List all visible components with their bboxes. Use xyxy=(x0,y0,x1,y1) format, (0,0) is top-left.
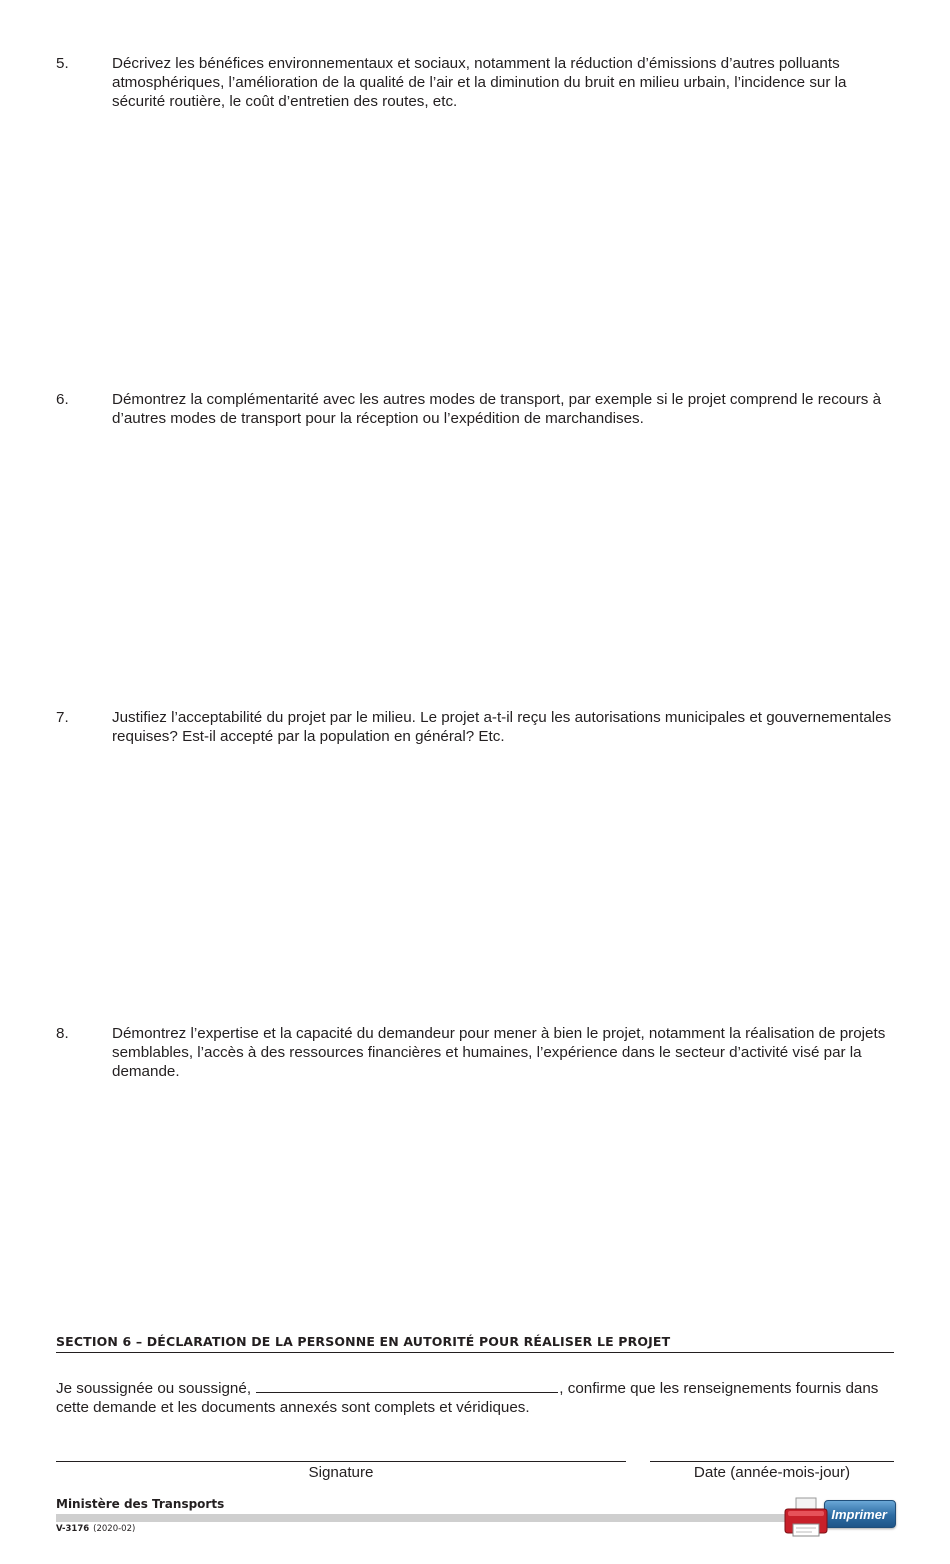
section-6-title: SECTION 6 – DÉCLARATION DE LA PERSONNE EN AUTORITÉ POUR RÉALISER LE PROJET xyxy=(56,1334,894,1353)
answer-field-6[interactable] xyxy=(112,432,892,697)
answer-field-7[interactable] xyxy=(112,750,892,1012)
question-number: 5. xyxy=(56,55,69,72)
declaration-rest: , confirme que les renseignements fournis dans cette demande et les documents annexés sont complets et véridiques. xyxy=(56,1380,879,1416)
form-code xyxy=(56,1524,135,1534)
declaration xyxy=(56,1378,896,1417)
date-field[interactable] xyxy=(650,1461,894,1462)
declaration-intro: Je soussignée ou soussigné, xyxy=(56,1380,252,1397)
date-label: Date (année-mois-jour) xyxy=(693,1464,851,1481)
ministry-name: Ministère des Transports xyxy=(56,1497,225,1511)
answer-field-5[interactable] xyxy=(112,115,892,380)
answer-field-8[interactable] xyxy=(112,1066,892,1316)
name-field[interactable] xyxy=(256,1378,558,1393)
question-text: Démontrez la complémentarité avec les autres modes de transport, par exemple si le projet comprend le recours à d’autres modes de transport pour la réception ou l’expédition de marchandises. xyxy=(112,391,882,427)
signature-label: Signature xyxy=(308,1464,374,1481)
form-number: V-3176 xyxy=(56,1524,90,1534)
footer-bar xyxy=(56,1514,816,1522)
question-text: Démontrez l’expertise et la capacité du demandeur pour mener à bien le projet, notamment la réalisation de projets semblables, l’accès à des ressources financières et humaines, l’expérience dans le secteur d’activité visé par la demande. xyxy=(112,1025,886,1080)
question-text: Décrivez les bénéfices environnementaux et sociaux, notamment la réduction d’émissions d’autres polluants atmosphériques, l’amélioration de la qualité de l’air et la diminution du bruit en milieu urbain, l’incidence sur la sécurité routière, le coût d’entretien des routes, etc. xyxy=(112,55,847,110)
signature-field[interactable] xyxy=(56,1461,626,1462)
question-number: 7. xyxy=(56,709,69,726)
question-number: 6. xyxy=(56,391,69,408)
print-button[interactable]: Imprimer xyxy=(824,1500,896,1528)
question-text: Justifiez l’acceptabilité du projet par le milieu. Le projet a-t-il reçu les autorisations municipales et gouvernementales requises? Est-il accepté par la population en général? Etc. xyxy=(112,709,892,745)
form-version: (2020-02) xyxy=(93,1524,136,1534)
printer-icon[interactable] xyxy=(782,1496,832,1540)
question-number: 8. xyxy=(56,1025,69,1042)
